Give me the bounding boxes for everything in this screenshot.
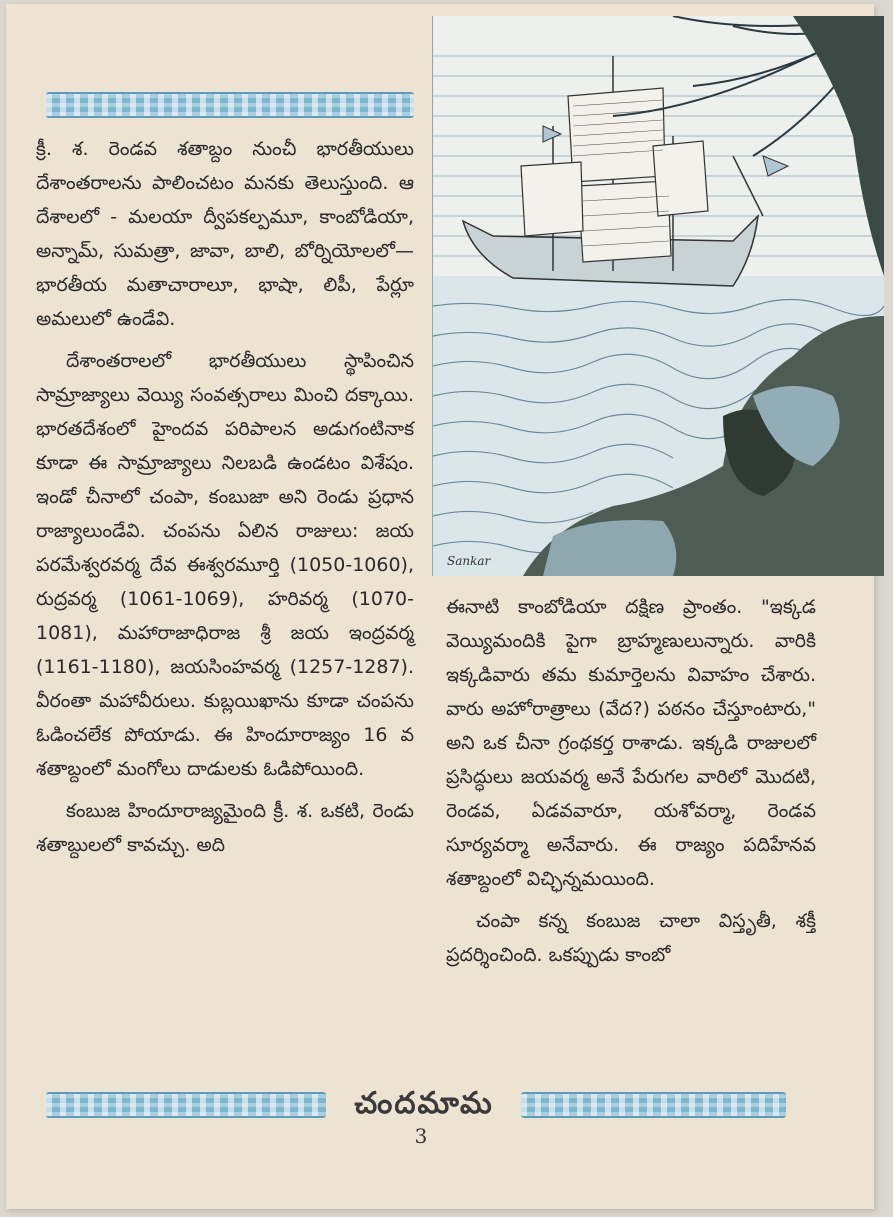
artist-signature: Sankar bbox=[447, 554, 491, 568]
right-text-column bbox=[446, 590, 816, 980]
footer-right-border bbox=[521, 1092, 786, 1118]
top-decorative-border bbox=[46, 92, 414, 118]
paragraph-4: ఈనాటి కాంబోడియా దక్షిణ ప్రాంతం. "ఇక్కడ వెయ్యిమందికి పైగా బ్రాహ్మణులున్నారు. వారికి ఇక్కడివారు తమ కుమార్తెలను వివాహం చేశారు. వారు అహోరాత్రాలు (వేద?) పఠనం చేస్తూంటారు," అని ఒక చీనా గ్రంథకర్త రాశాడు. ఇక్కడి రాజులలో ప్రసిద్ధులు జయవర్మ అనే పేరుగల వారిలో మొదటి, రెండవ, ఏడవవారూ, యశోవర్మా, రెండవ సూర్యవర్మా అనేవారు. ఈ రాజ్యం పదిహేనవ శతాబ్దంలో విచ్ఛిన్నమయింది. bbox=[446, 596, 816, 890]
ship-drawing bbox=[433, 16, 884, 576]
paragraph-2: దేశాంతరాలలో భారతీయులు స్థాపించిన సామ్రాజ్యాలు వెయ్యి సంవత్సరాలు మించి దక్కాయి. భారతదేశంలో హైందవ పరిపాలన అడుగంటినాక కూడా ఈ సామ్రాజ్యాలు నిలబడి ఉండటం విశేషం. ఇండో చీనాలో చంపా, కంబుజా అని రెండు ప్రధాన రాజ్యాలుండేవి. చంపను ఏలిన రాజులు: జయ పరమేశ్వరవర్మ దేవ ఈశ్వరమూర్తి (1050-1060), రుద్రవర్మ (1061-1069), హరివర్మ (1070-1081), మహారాజాధిరాజ శ్రీ జయ ఇంద్రవర్మ (1161-1180), జయసింహవర్మ (1257-1287). వీరంతా మహావీరులు. కుబ్లయిఖాను కూడా చంపను ఓడించలేక పోయాడు. ఈ హిందూరాజ్యం 16 వ శతాబ్దంలో మంగోలు దాడులకు ఓడిపోయింది. bbox=[36, 350, 414, 780]
sailing-ship-illustration bbox=[432, 16, 884, 576]
paragraph-3: కంబుజ హిందూరాజ్యమైంది క్రీ. శ. ఒకటి, రెండు శతాబ్దులలో కావచ్చు. అది bbox=[36, 800, 414, 856]
page-number: 3 bbox=[414, 1124, 428, 1148]
magazine-title: చందమామ bbox=[354, 1086, 494, 1121]
left-text-column bbox=[36, 132, 414, 870]
footer-left-border bbox=[46, 1092, 326, 1118]
magazine-page bbox=[6, 4, 874, 1209]
paragraph-1: క్రీ. శ. రెండవ శతాబ్దం నుంచీ భారతీయులు దేశాంతరాలను పాలించటం మనకు తెలుస్తుంది. ఆ దేశాలలో - మలయా ద్వీపకల్పమూ, కాంబోడియా, అన్నామ్, సుమత్రా, జావా, బాలి, బోర్నియోలలో— భారతీయ మతాచారాలూ, భాషా, లిపీ, పేర్లూ అమలులో ఉండేవి. bbox=[36, 138, 414, 330]
paragraph-5: చంపా కన్న కంబుజ చాలా విస్తృతీ, శక్తీ ప్రదర్శించింది. ఒకప్పుడు కాంబో bbox=[446, 910, 816, 966]
